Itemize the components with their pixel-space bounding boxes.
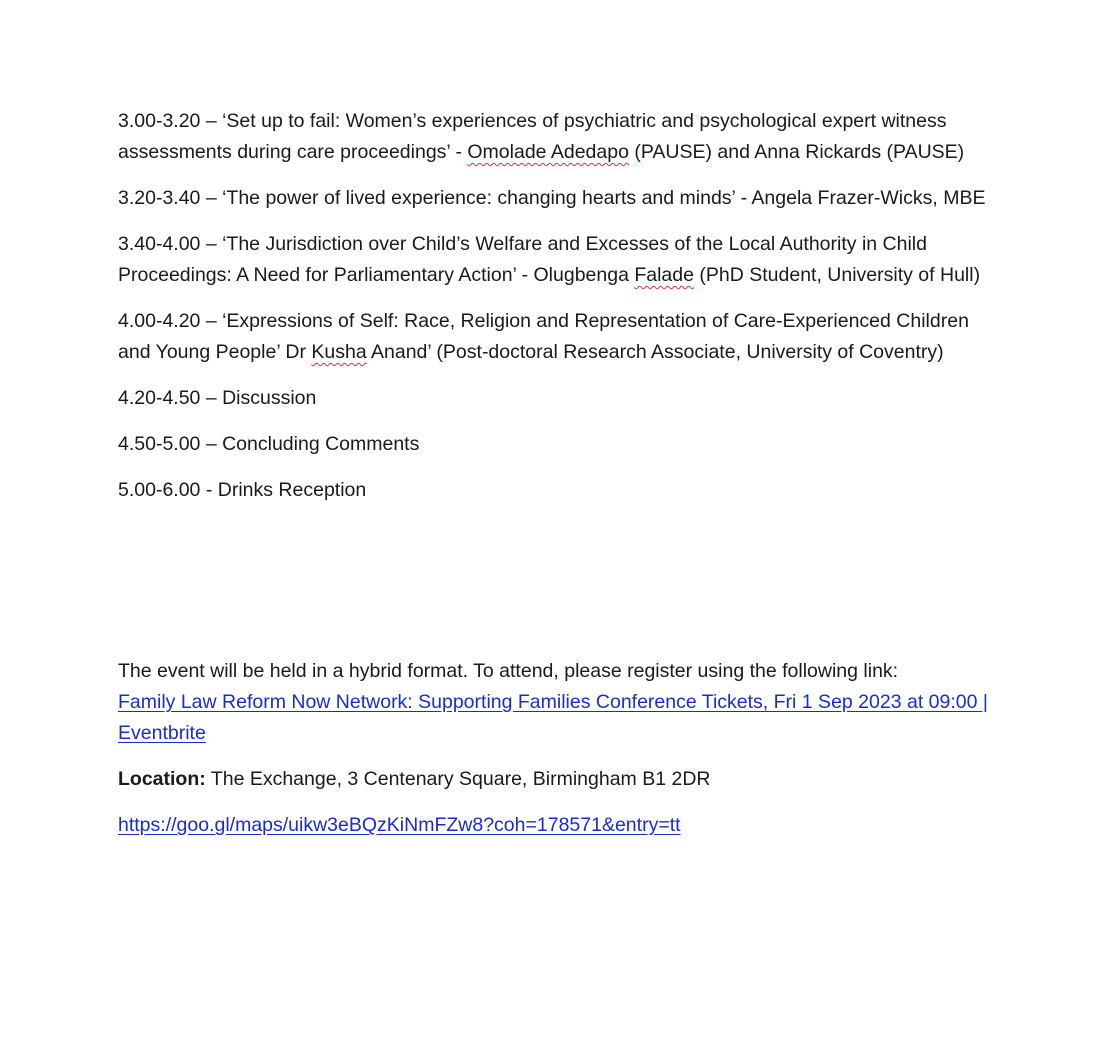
schedule-separator: – [200,187,223,209]
session-title: ‘The power of lived experience: changing hearts and minds’ [222,187,736,209]
schedule-separator: – [200,233,223,255]
event-intro-text: The event will be held in a hybrid format. To attend, please register using the following link: [118,660,899,682]
schedule-item [118,229,998,291]
event-info-paragraph [118,656,998,749]
location-paragraph [118,764,998,795]
location-label: Location: [118,768,206,790]
speaker-prefix: - Olugbenga [516,264,635,286]
location-value: The Exchange, 3 Centenary Square, Birmingham B1 2DR [205,768,711,790]
schedule-item [118,106,998,168]
schedule-item [118,383,998,414]
schedule-separator: – [200,110,223,132]
session-title: Drinks Reception [217,479,367,501]
speaker-prefix: - [450,141,468,163]
schedule-time: 5.00-6.00 [118,479,201,501]
schedule-item [118,183,998,214]
session-title: ‘The Jurisdiction over Child’s Welfare and Excesses of the Local Authority in Child Proceedings: A Need for Parliamentary Action’ [118,233,927,286]
schedule-separator: – [200,433,223,455]
schedule-separator: - [200,479,218,501]
map-link[interactable]: https://goo.gl/maps/uikw3eBQzKiNmFZw8?coh=178571&entry=tt [118,814,681,836]
session-title: ‘Set up to fail: Women’s experiences of psychiatric and psychological expert witness assessments during care proceedings’ [118,110,947,163]
schedule-separator: – [200,387,223,409]
spellcheck-flagged-word[interactable]: Omolade Adedapo [467,141,629,163]
blank-space [118,521,998,656]
speaker-details: Anand’ (Post-doctoral Research Associate, University of Coventry) [366,341,944,363]
document-page [118,106,998,856]
session-title: Concluding Comments [222,433,420,455]
speaker-details: - Angela Frazer-Wicks, MBE [735,187,986,209]
schedule-item [118,429,998,460]
schedule-time: 4.00-4.20 [118,310,201,332]
spellcheck-flagged-word[interactable]: Kusha [311,341,367,363]
spellcheck-flagged-word[interactable]: Falade [634,264,694,286]
session-title: ‘Expressions of Self: Race, Religion and Representation of Care-Experienced Children and Young People’ [118,310,969,363]
schedule-item [118,306,998,368]
speaker-details: (PAUSE) and Anna Rickards (PAUSE) [628,141,965,163]
schedule-time: 3.40-4.00 [118,233,201,255]
speaker-details: (PhD Student, University of Hull) [693,264,981,286]
session-title: Discussion [222,387,317,409]
schedule-time: 3.00-3.20 [118,110,201,132]
schedule-time: 3.20-3.40 [118,187,201,209]
schedule-separator: – [200,310,223,332]
map-link-paragraph [118,810,998,841]
schedule-item [118,475,998,506]
schedule-time: 4.50-5.00 [118,433,201,455]
registration-link[interactable]: Family Law Reform Now Network: Supporting Families Conference Tickets, Fri 1 Sep 2023 at 09:00 | Eventbrite [118,691,988,744]
speaker-prefix: Dr [279,341,312,363]
schedule-time: 4.20-4.50 [118,387,201,409]
